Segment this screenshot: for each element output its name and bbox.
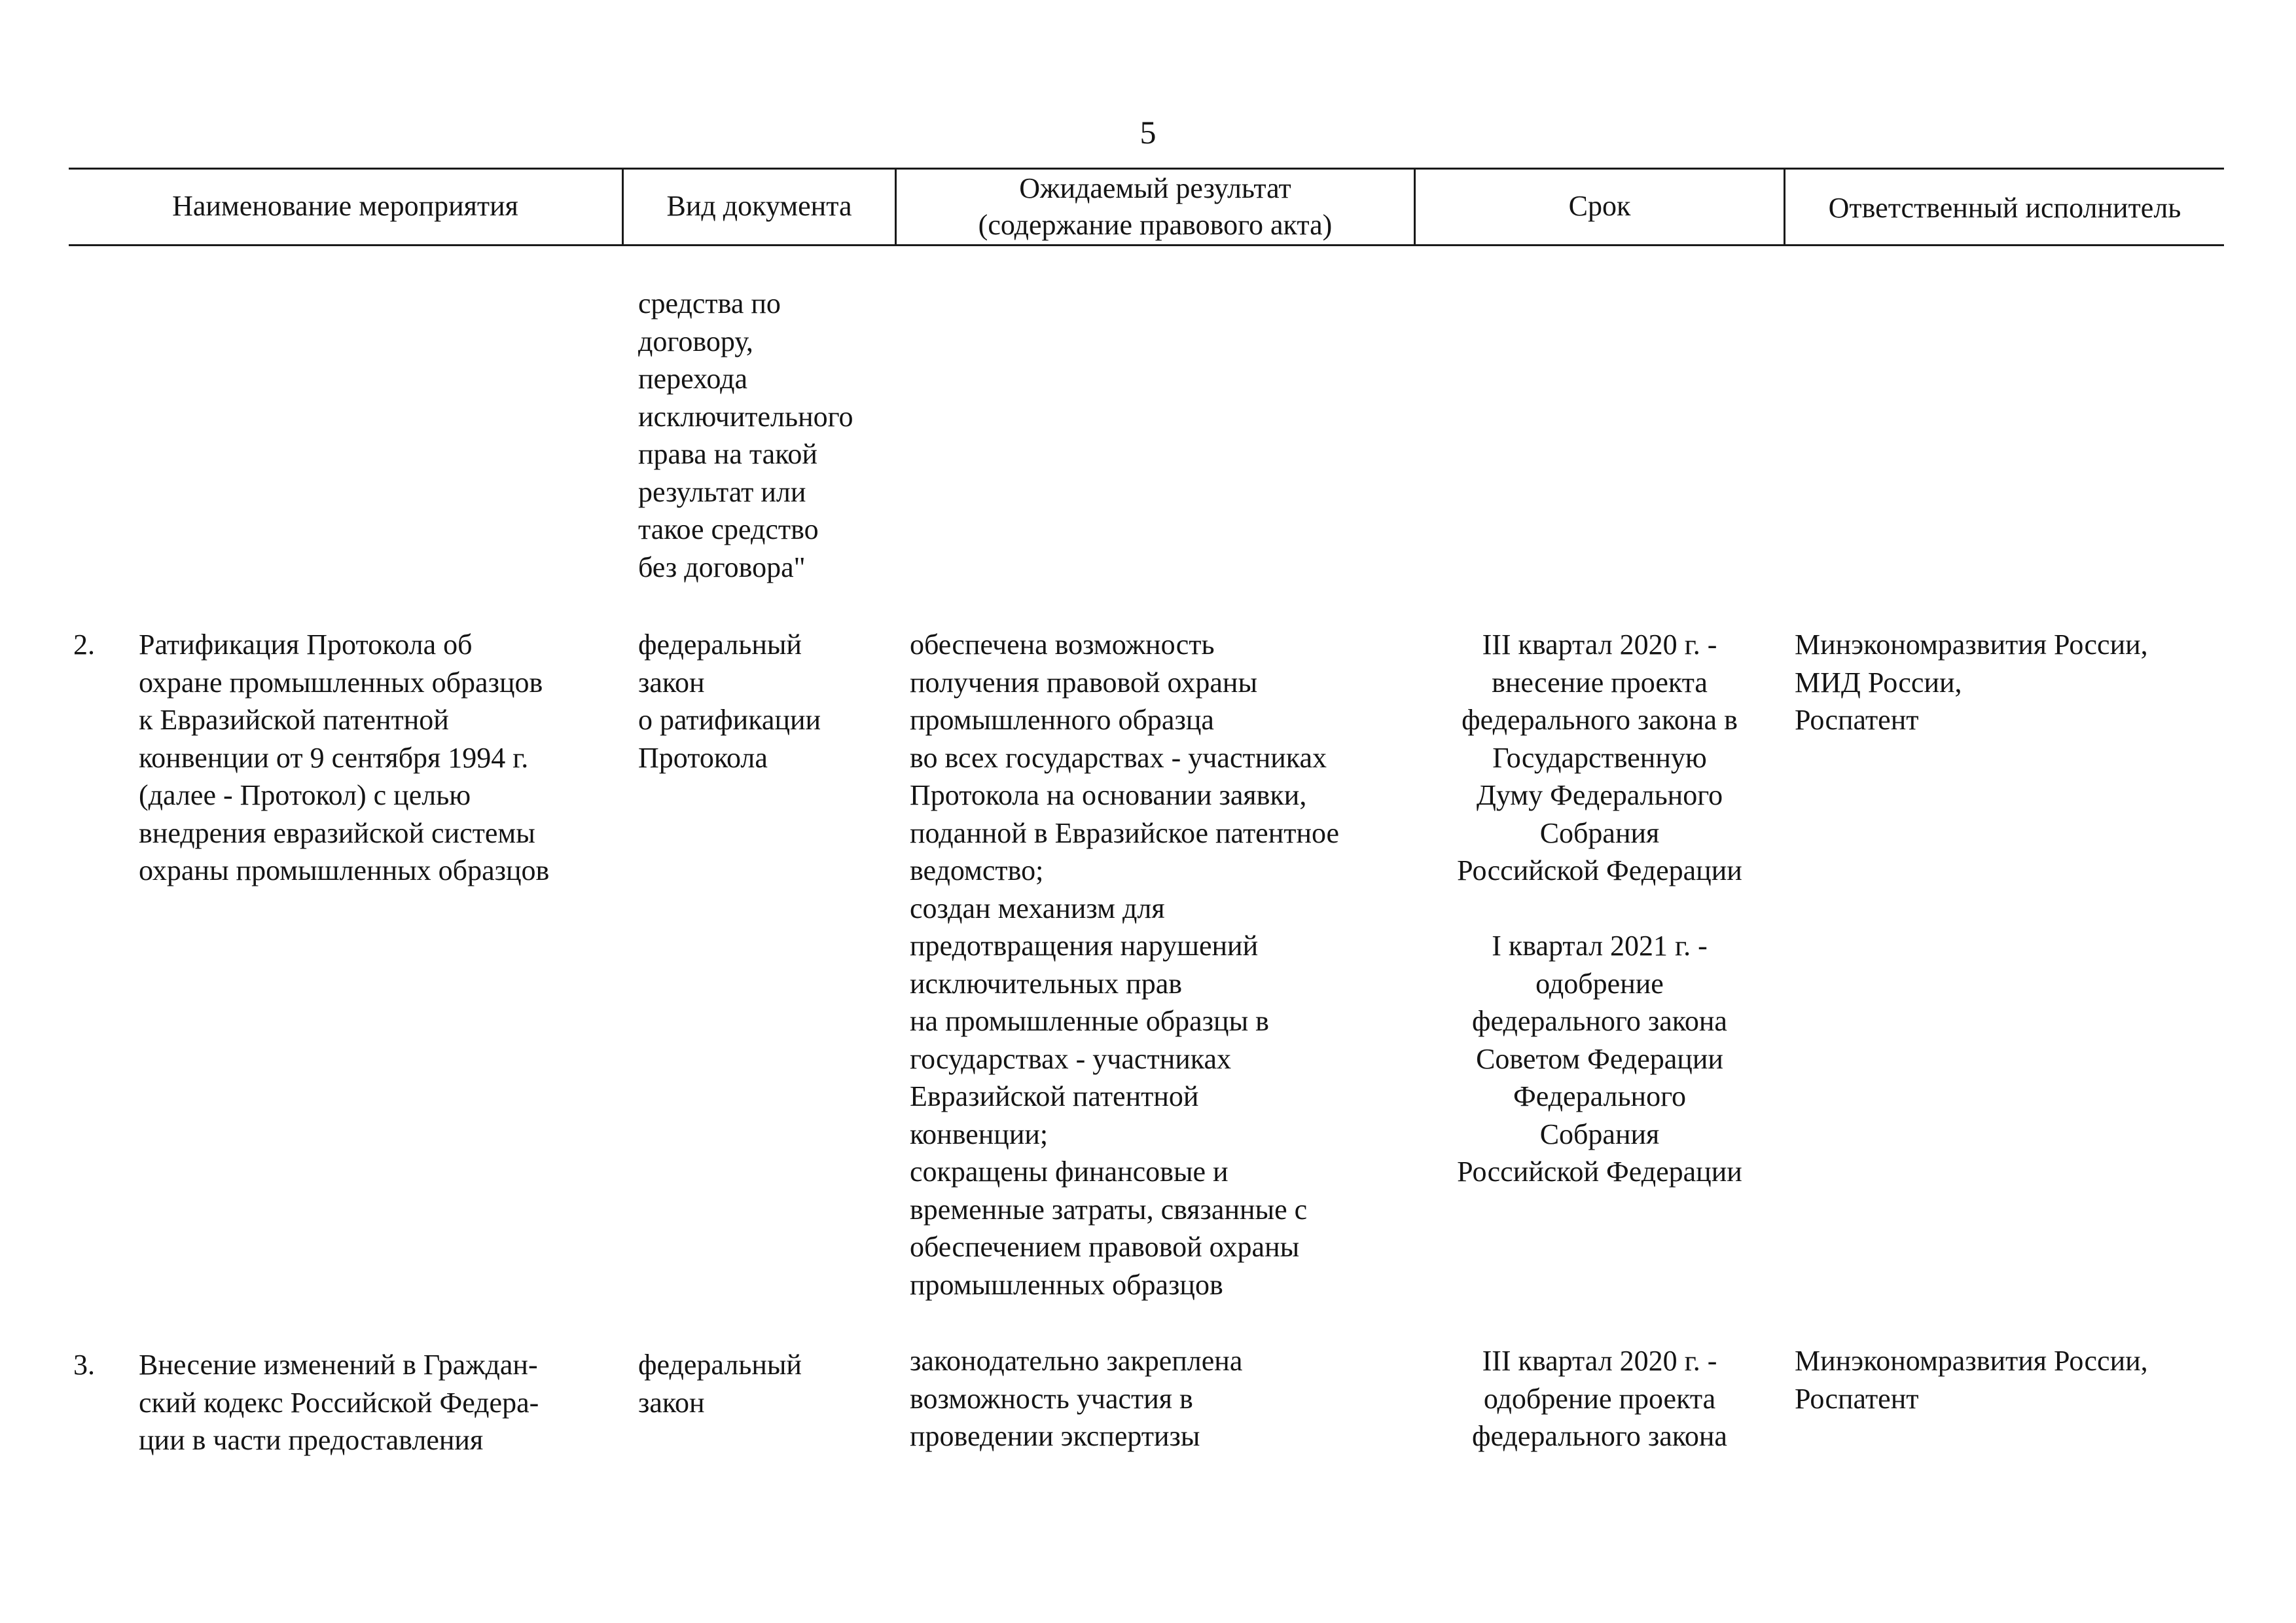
header-top-rule bbox=[69, 168, 2224, 170]
row-2-result: обеспечена возможность получения правовой охраны промышленного образца во всех государствах - участниках Протокола на основании заявки, поданной в Евразийское патентное ведомство; создан механизм для предотвращения нарушений исключительных прав на промышленные образцы в государствах - участниках Евразийской патентной конвенции; сокращены финансовые и временные затраты, связанные с обеспечением правовой охраны промышленных образцов bbox=[910, 629, 1340, 1301]
header-col-doc-type: Вид документа bbox=[666, 190, 852, 222]
header-col-result: Ожидаемый результат (содержание правового акта) bbox=[978, 172, 1333, 241]
header-bottom-rule bbox=[69, 244, 2224, 246]
row-continuation-doc-type: средства по договору, перехода исключительного права на такой результат или такое средство без договора" bbox=[638, 287, 853, 583]
row-3-result: законодательно закреплена возможность участия в проведении экспертизы bbox=[910, 1345, 1243, 1452]
row-2-responsible: Минэкономразвития России, МИД России, Роспатент bbox=[1795, 629, 2148, 736]
row-3-doc-type: федеральный закон bbox=[638, 1349, 802, 1419]
header-col-deadline: Срок bbox=[1568, 190, 1631, 222]
row-3-number: 3. bbox=[73, 1349, 95, 1381]
row-2-number: 2. bbox=[73, 629, 95, 661]
page-number: 5 bbox=[1139, 114, 1157, 151]
row-2-name: Ратификация Протокола об охране промышленных образцов к Евразийской патентной конвенции от 9 сентября 1994 г. (далее - Протокол) с целью внедрения евразийской системы охраны промышленных образцов bbox=[139, 629, 550, 886]
row-3-name: Внесение изменений в Граждан- ский кодекс Российской Федера- ции в части предоставления bbox=[139, 1349, 539, 1456]
row-3-deadline: III квартал 2020 г. - одобрение проекта федерального закона bbox=[1472, 1345, 1727, 1452]
row-2-doc-type: федеральный закон о ратификации Протокола bbox=[638, 629, 821, 774]
row-3-responsible: Минэкономразвития России, Роспатент bbox=[1795, 1345, 2148, 1415]
row-2-deadline: III квартал 2020 г. - внесение проекта федерального закона в Государственную Думу Федерального Собрания Российской Федерации I квартал 2021 г. - одобрение федерального закона Советом Федерации Федерального Собрания Российской Федерации bbox=[1457, 629, 1742, 1188]
header-col-name: Наименование мероприятия bbox=[172, 190, 518, 222]
header-col-responsible: Ответственный исполнитель bbox=[1828, 192, 2181, 224]
